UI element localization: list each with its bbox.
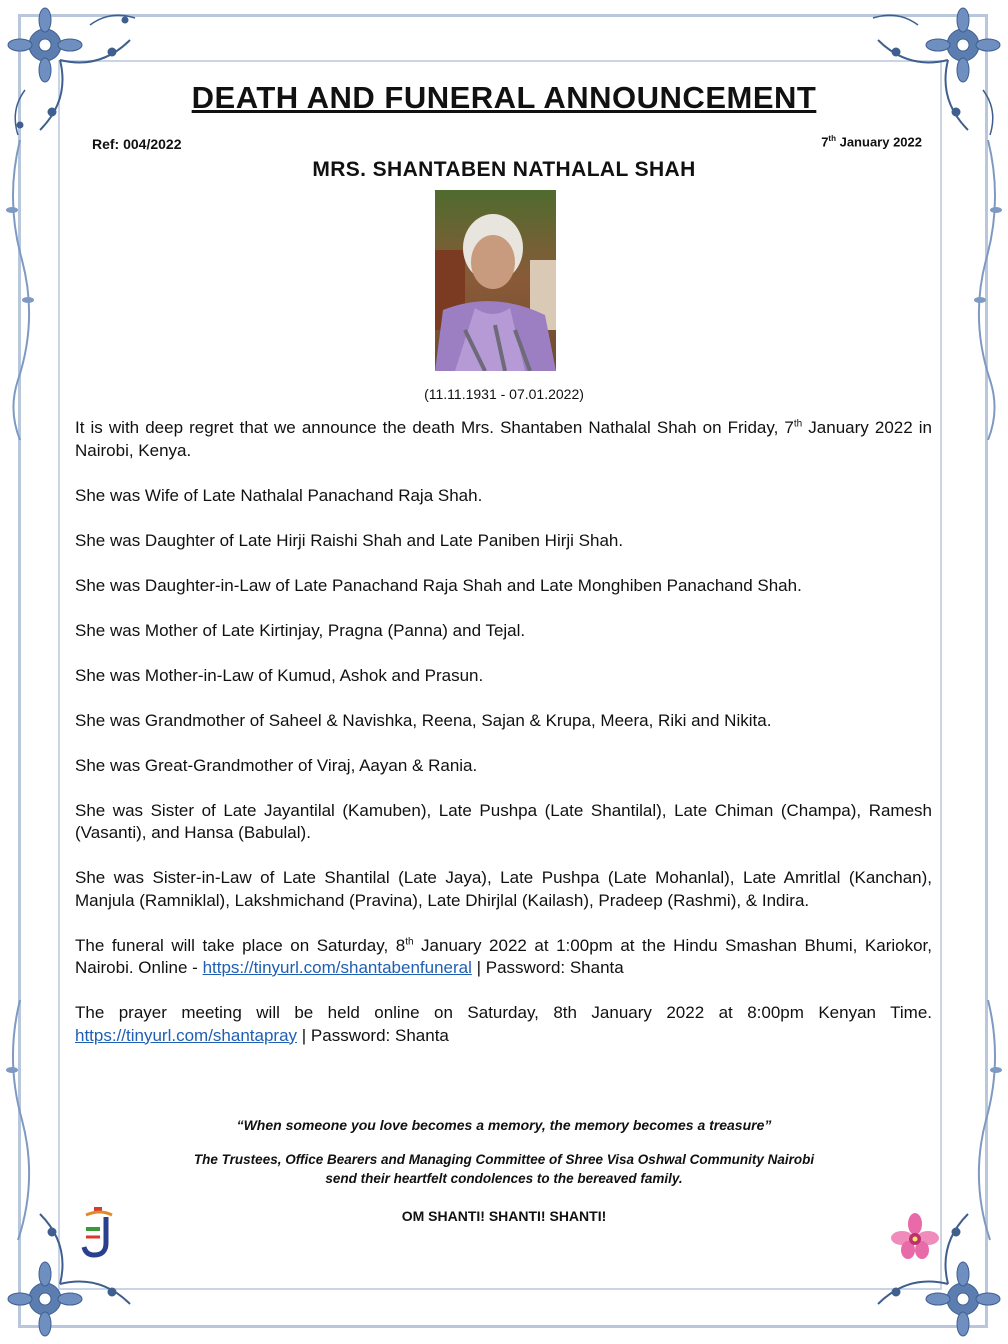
orchid-flower-icon xyxy=(890,1212,940,1262)
paragraph-mother-in-law: She was Mother-in-Law of Kumud, Ashok and Prasun. xyxy=(75,665,484,685)
community-logo-icon xyxy=(80,1205,120,1261)
condolence-message xyxy=(0,1150,1008,1188)
reference-number: Ref: 004/2022 xyxy=(92,136,182,152)
paragraph-mother: She was Mother of Late Kirtinjay, Pragna (Panna) and Tejal. xyxy=(75,620,526,640)
paragraph-prayer: The prayer meeting will be held online on Saturday, 8th January 2022 at 8:00pm Kenyan Time. https://tinyurl.com/shantapray | Password: Shanta xyxy=(75,1003,932,1045)
condolence-line-1: The Trustees, Office Bearers and Managing Committee of Shree Visa Oshwal Community Nairobi xyxy=(193,1152,815,1167)
paragraph-death: It is with deep regret that we announce the death Mrs. Shantaben Nathalal Shah on Friday, 7th January 2022 in Nairobi, Kenya. xyxy=(75,418,932,460)
memorial-quote: “When someone you love becomes a memory, the memory becomes a treasure” xyxy=(236,1117,772,1133)
page-title: DEATH AND FUNERAL ANNOUNCEMENT xyxy=(191,80,817,115)
paragraph-grandmother: She was Grandmother of Saheel & Navishka, Reena, Sajan & Krupa, Meera, Riki and Nikita. xyxy=(75,710,772,730)
date-suffix: th xyxy=(828,134,836,143)
floral-corner-icon xyxy=(858,0,1008,150)
life-dates: (11.11.1931 - 07.01.2022) xyxy=(424,386,584,402)
funeral-link[interactable]: https://tinyurl.com/shantabenfuneral xyxy=(202,958,472,977)
floral-corner-icon xyxy=(0,0,150,150)
condolence-line-2: send their heartfelt condolences to the bereaved family. xyxy=(325,1171,683,1186)
paragraph-wife: She was Wife of Late Nathalal Panachand Raja Shah. xyxy=(75,485,483,505)
paragraph-daughter-in-law: She was Daughter-in-Law of Late Panachand Raja Shah and Late Monghiben Panachand Shah. xyxy=(75,575,802,595)
paragraph-funeral: The funeral will take place on Saturday, 8th January 2022 at 1:00pm at the Hindu Smashan Bhumi, Kariokor, Nairobi. Online - https://tinyurl.com/shantabenfuneral | Password: Shanta xyxy=(75,935,932,977)
date-rest: January 2022 xyxy=(835,134,922,150)
prayer-link[interactable]: https://tinyurl.com/shantapray xyxy=(75,1025,298,1045)
paragraph-daughter: She was Daughter of Late Hirji Raishi Shah and Late Paniben Hirji Shah. xyxy=(75,530,624,550)
portrait-photo xyxy=(435,190,556,371)
paragraph-sister-in-law: She was Sister-in-Law of Late Shantilal (Late Jaya), Late Pushpa (Late Mohanlal), Late Amritlal (Kanchan), Manjula (Ramniklal), Lakshmichand (Pravina), Late Dhirjlal (Kailash), Pradeep (Rashmi), & Indira. xyxy=(75,868,932,910)
announcement-body xyxy=(75,417,932,1070)
date-day: 7 xyxy=(821,134,829,150)
om-shanti: OM SHANTI! SHANTI! SHANTI! xyxy=(401,1208,607,1224)
announcement-date xyxy=(821,134,922,149)
deceased-name: MRS. SHANTABEN NATHALAL SHAH xyxy=(312,158,696,181)
paragraph-great-grandmother: She was Great-Grandmother of Viraj, Aayan & Rania. xyxy=(75,755,478,775)
paragraph-sister: She was Sister of Late Jayantilal (Kamuben), Late Pushpa (Late Shantilal), Late Chiman (Champa), Ramesh (Vasanti), and Hansa (Babulal). xyxy=(75,800,932,842)
